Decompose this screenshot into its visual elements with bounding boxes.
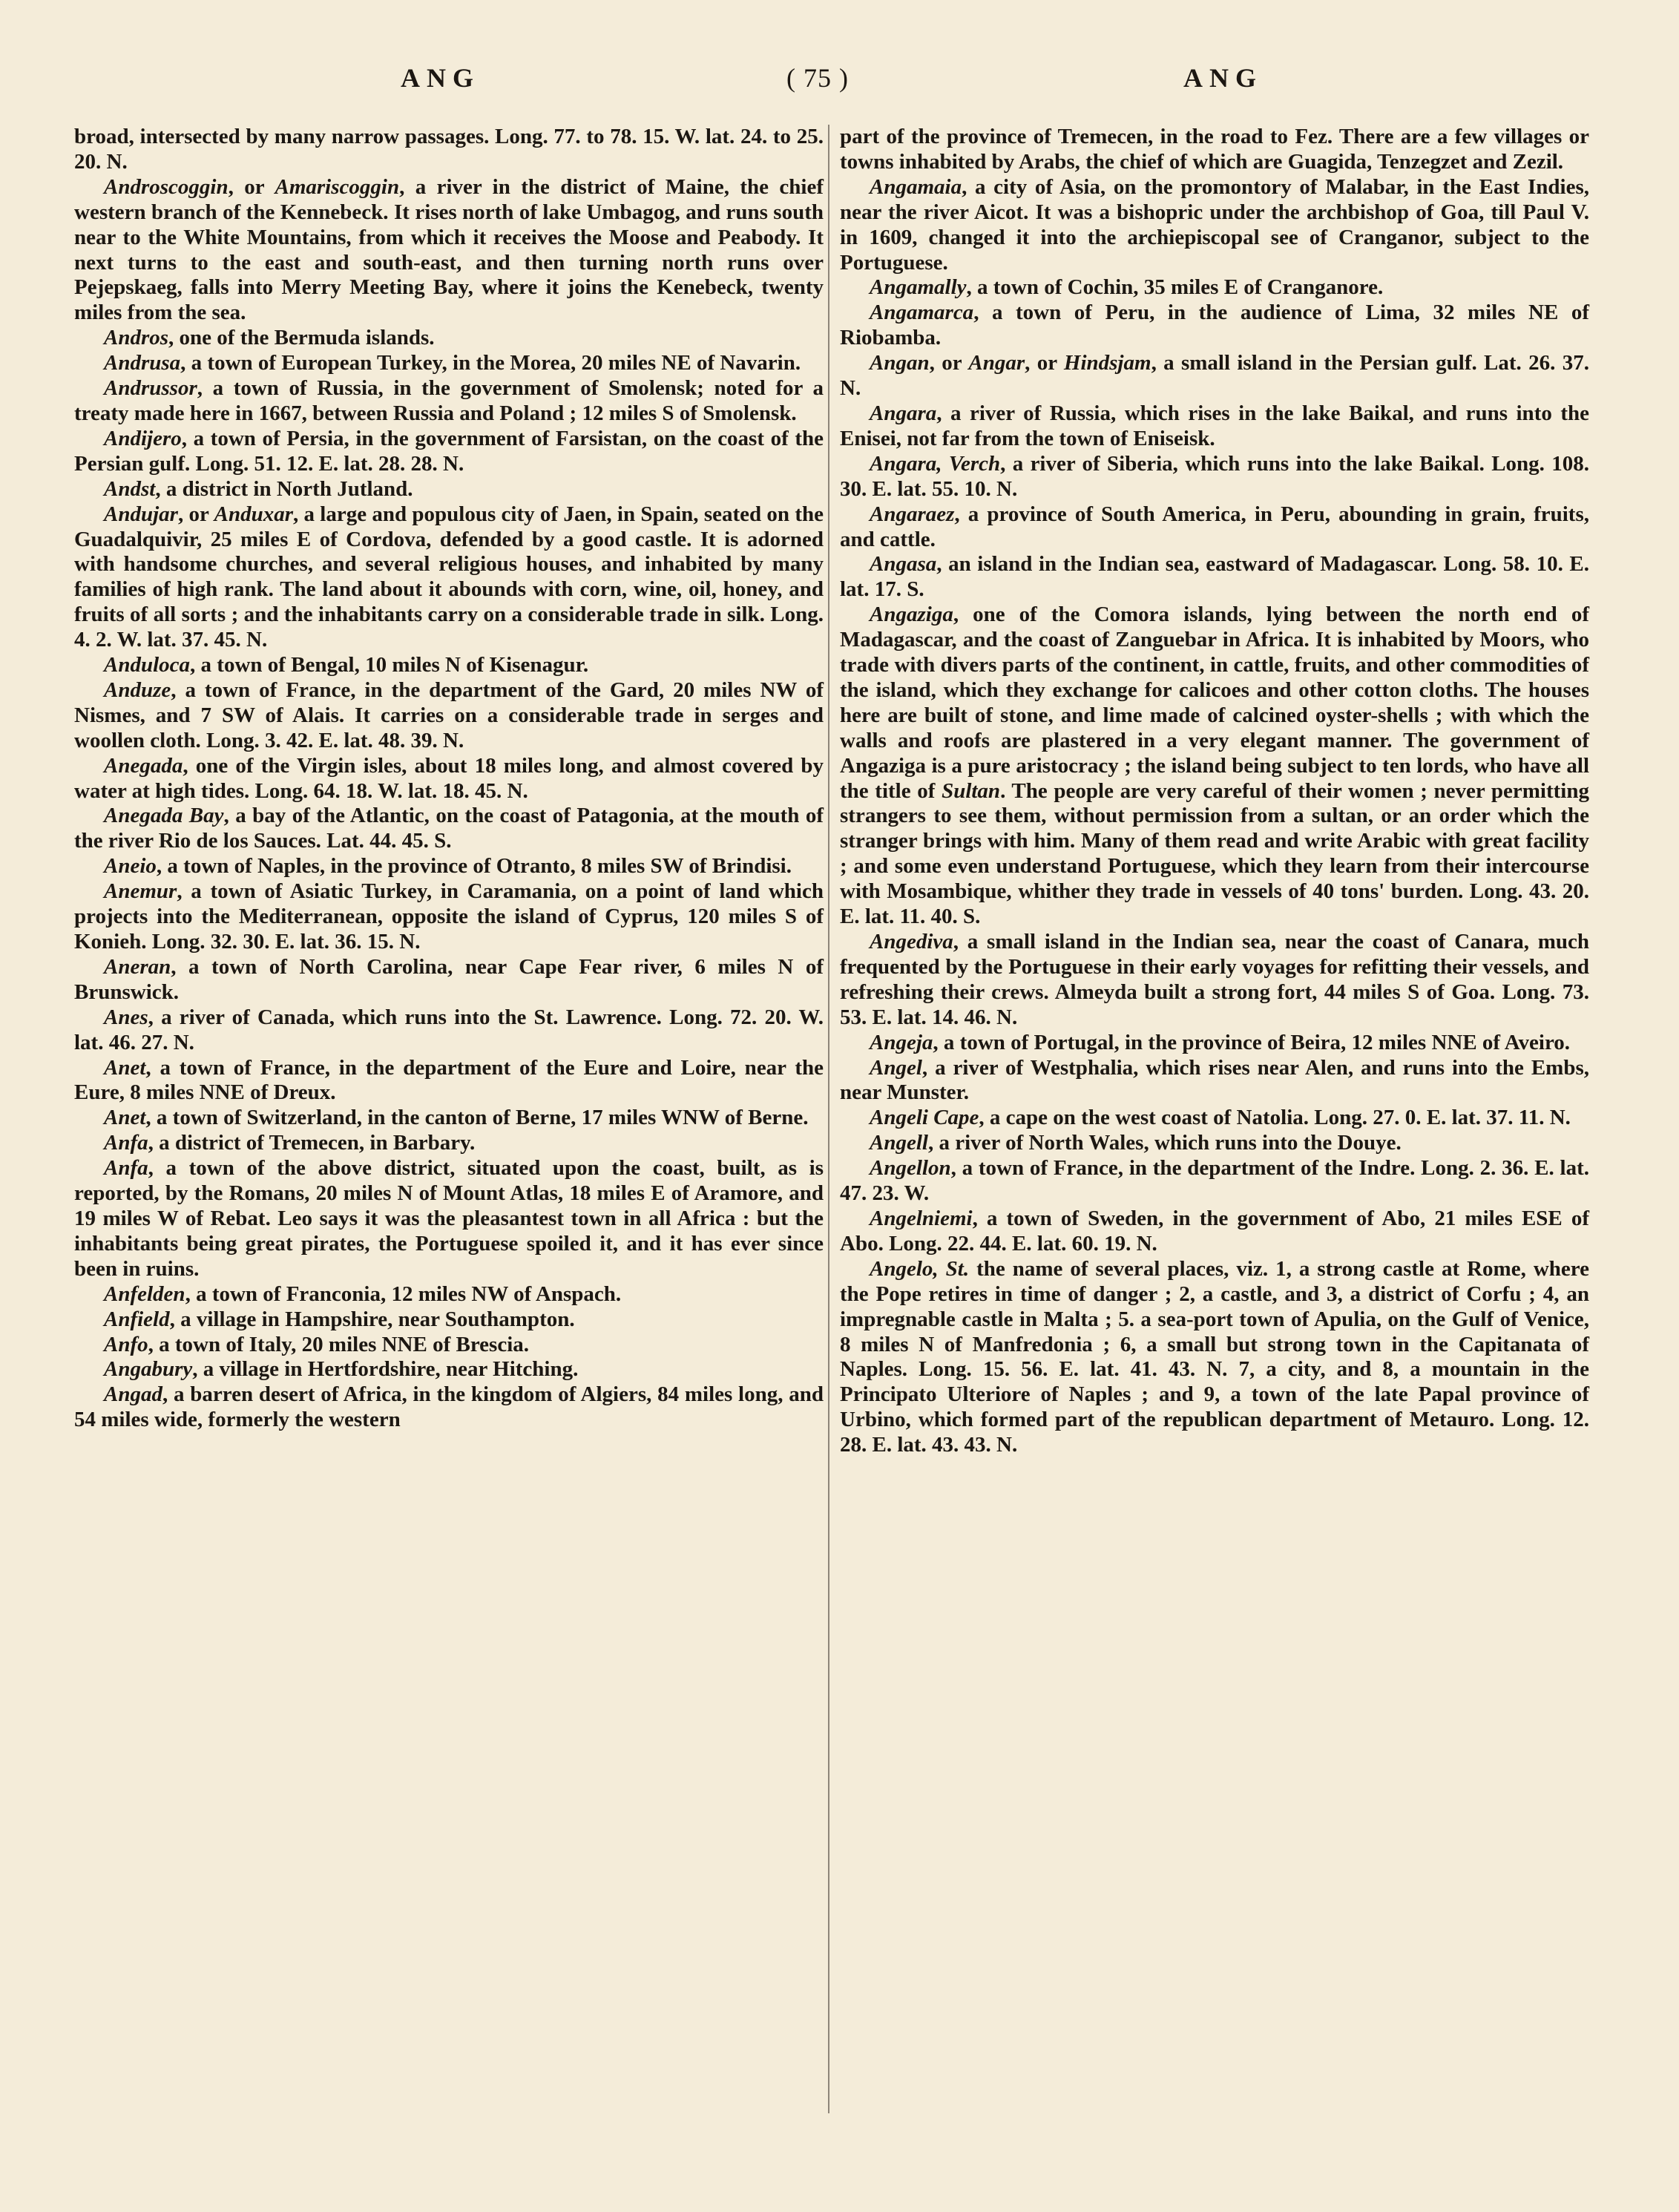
gazetteer-entry xyxy=(74,653,824,678)
entry-headword: Anet xyxy=(104,1055,146,1080)
entry-text: , a river in the district of Maine, the chief western branch of the Kennebeck. It rises north of lake Umbagog, and runs south near to the White Mountains, from which it receives the Moose and Peabody. It next turns to the east and south-east, and then turning north runs over Pejepskaeg, falls into Merry Meeting Bay, where it joins the Kenebeck, twenty miles from the sea. xyxy=(74,174,824,325)
entry-headword: Andijero xyxy=(104,426,182,450)
header-right-guide-word: ANG xyxy=(1183,63,1263,93)
entry-text: , a large and populous city of Jaen, in Spain, seated on the Guadalquivir, 25 miles E of Cordova, defended by a good castle. It is adorned with handsome churches, and several religious houses, and inhabited by many families of high rank. The land about it abounds with corn, wine, oil, honey, and fruits of all sorts ; and the inhabitants carry on a considerable trade in silk. Long. 4. 2. W. lat. 37. 45. N. xyxy=(74,502,824,652)
entry-text: , an island in the Indian sea, eastward of Madagascar. Long. 58. 10. E. lat. 17. S. xyxy=(840,552,1589,602)
gazetteer-entry xyxy=(74,1131,824,1156)
gazetteer-entry xyxy=(74,854,824,879)
entry-headword: Angamally xyxy=(870,275,967,300)
entry-headword: Anegada xyxy=(104,753,183,778)
gazetteer-entry xyxy=(840,552,1589,603)
entry-text: , or xyxy=(1025,351,1064,375)
entry-text: , a river of Siberia, which runs into the lake Baikal. Long. 108. 30. E. lat. 55. 10. N. xyxy=(840,451,1590,501)
entry-text: , a river of Canada, which runs into the St. Lawrence. Long. 72. 20. W. lat. 46. 27. N. xyxy=(74,1005,824,1054)
entry-text: , a town of France, in the department of the Eure and Loire, near the Eure, 8 miles NNE of Dreux. xyxy=(74,1055,824,1105)
entry-headword: Angelo, St. xyxy=(870,1256,970,1281)
entry-headword: Aneio xyxy=(104,854,157,879)
entry-text: , a town of France, in the department of the Gard, 20 miles NW of Nismes, and 7 SW of Alais. It carries on a considerable trade in serges and woollen cloth. Long. 3. 42. E. lat. 48. 39. N. xyxy=(74,677,824,752)
gazetteer-entry xyxy=(840,930,1589,1031)
entry-text: , one of the Virgin isles, about 18 miles long, and almost covered by water at high tides. Long. 64. 18. W. lat. 18. 45. N. xyxy=(74,753,824,803)
entry-headword: Anduloca xyxy=(104,653,191,677)
running-header xyxy=(74,62,1617,107)
entry-headword: Angaraez xyxy=(870,502,955,526)
entry-headword: Angara, Verch xyxy=(870,451,1001,476)
entry-headword: Andrusa xyxy=(104,351,181,375)
entry-text: , a town of Bengal, 10 miles N of Kisenagur. xyxy=(190,653,589,677)
gazetteer-entry xyxy=(74,1005,824,1056)
entry-headword: Anfa xyxy=(104,1131,148,1155)
gazetteer-entry xyxy=(74,1282,824,1307)
gazetteer-entry xyxy=(74,804,824,854)
entry-text: , a town of Asiatic Turkey, in Caramania, on a point of land which projects into the Mediterranean, opposite the island of Cyprus, 120 miles S of Konieh. Long. 32. 30. E. lat. 36. 15. N. xyxy=(74,879,824,954)
entry-headword: Anes xyxy=(104,1005,148,1029)
entry-headword: Angeja xyxy=(870,1030,933,1054)
right-column xyxy=(840,125,1589,1458)
entry-headword: Andujar xyxy=(104,502,178,526)
entry-text: , or xyxy=(228,174,275,199)
entry-text: , a small island in the Indian sea, near the coast of Canara, much frequented by the Portuguese in their early voyages for refitting their vessels, and refreshing their crews. Almeyda built a strong fort, 44 miles S of Goa. Long. 73. 53. E. lat. 14. 46. N. xyxy=(840,930,1589,1029)
entry-headword: Anduze xyxy=(104,677,171,702)
entry-headword: Angasa xyxy=(870,552,937,577)
continued-entry: part of the province of Tremecen, in the road to Fez. There are a few villages or towns inhabited by Arabs, the chief of which are Guagida, Tenzegzet and Zezil. xyxy=(840,125,1589,174)
entry-headword: Angaziga xyxy=(870,603,953,627)
gazetteer-entry xyxy=(74,678,824,754)
entry-headword: Sultan xyxy=(942,778,1001,803)
entry-text: , a town of Russia, in the government of Smolensk; noted for a treaty made here in 1667, between Russia and Poland ; 12 miles S of Smolensk. xyxy=(74,376,824,425)
page-number: ( 75 ) xyxy=(786,63,849,93)
gazetteer-entry xyxy=(74,1056,824,1106)
entry-headword: Angel xyxy=(870,1055,922,1080)
entry-headword: Andst xyxy=(104,476,156,501)
header-left-guide-word: ANG xyxy=(401,63,480,93)
entry-headword: Anegada Bay xyxy=(104,804,224,828)
entry-headword: Angelniemi xyxy=(870,1206,973,1230)
entry-headword: Anemur xyxy=(104,879,177,904)
entry-text: , a village in Hampshire, near Southampton. xyxy=(169,1307,575,1331)
entry-text: , one of the Comora islands, lying between the north end of Madagascar, and the coast of Zanguebar in Africa. It is inhabited by Moors, who trade with divers parts of the continent, in cattle, fruits, and other commodities of the island, which they exchange for calicoes and other cotton cloths. The houses here are built of stone, and lime made of calcined oyster-shells ; with which the walls and roofs are plastered in a very elegant manner. The government of Angaziga is a pure aristocracy ; the island being subject to ten lords, who have all the title of xyxy=(840,603,1589,803)
gazetteer-entry xyxy=(74,1156,824,1282)
entry-text: , a town of Italy, 20 miles NNE of Brescia. xyxy=(148,1332,530,1356)
entry-text: , a town of Cochin, 35 miles E of Cranganore. xyxy=(966,275,1384,300)
gazetteer-entry xyxy=(840,502,1589,553)
entry-headword: Angeli Cape xyxy=(870,1106,979,1130)
entry-text: , a river of Westphalia, which rises near Alen, and runs into the Embs, near Munster. xyxy=(840,1055,1589,1105)
gazetteer-entry xyxy=(840,452,1589,502)
gazetteer-entry xyxy=(74,1106,824,1131)
gazetteer-entry xyxy=(840,1131,1589,1156)
entry-text: , a town of Persia, in the government of Farsistan, on the coast of the Persian gulf. Long. 51. 12. E. lat. 28. 28. N. xyxy=(74,426,824,476)
gazetteer-entry xyxy=(74,1382,824,1433)
continued-entry: broad, intersected by many narrow passages. Long. 77. to 78. 15. W. lat. 24. to 25. 20. N. xyxy=(74,125,824,174)
entry-text: , a town of North Carolina, near Cape Fear river, 6 miles N of Brunswick. xyxy=(74,954,824,1004)
gazetteer-entry xyxy=(74,326,824,351)
gazetteer-entry xyxy=(840,401,1589,452)
entry-text: , a small island in the Persian gulf. Lat. 26. 37. N. xyxy=(840,351,1589,401)
entry-text: , a town of Switzerland, in the canton of Berne, 17 miles WNW of Berne. xyxy=(145,1106,809,1130)
gazetteer-entry xyxy=(840,351,1589,401)
gazetteer-entry xyxy=(840,1106,1589,1131)
entry-headword: Amariscoggin xyxy=(275,174,400,199)
entry-headword: Anfelden xyxy=(104,1281,185,1306)
entry-text: , one of the Bermuda islands. xyxy=(168,326,435,350)
entry-text: , a barren desert of Africa, in the kingdom of Algiers, 84 miles long, and 54 miles wide, formerly the western xyxy=(74,1382,824,1432)
entry-headword: Anfield xyxy=(104,1307,170,1331)
gazetteer-entry xyxy=(840,603,1589,930)
gazetteer-entry xyxy=(840,275,1589,301)
entry-text: , a river of North Wales, which runs into the Douye. xyxy=(927,1131,1402,1155)
gazetteer-entry xyxy=(74,502,824,653)
gazetteer-entry xyxy=(840,301,1589,351)
gazetteer-entry xyxy=(840,1257,1589,1458)
entry-text: , a town of Naples, in the province of Otranto, 8 miles SW of Brindisi. xyxy=(156,854,792,879)
entry-headword: Anfa xyxy=(104,1156,148,1181)
gazetteer-entry xyxy=(840,1031,1589,1056)
gazetteer-entry xyxy=(74,955,824,1005)
entry-text: , or xyxy=(929,351,969,375)
entry-headword: Angell xyxy=(870,1131,928,1155)
entry-text: , a district of Tremecen, in Barbary. xyxy=(148,1131,476,1155)
gazetteer-entry xyxy=(74,477,824,502)
entry-text: , a river of Russia, which rises in the lake Baikal, and runs into the Enisei, not far from the town of Eniseisk. xyxy=(840,401,1589,450)
entry-headword: Angad xyxy=(104,1382,162,1407)
entry-text: . The people are very careful of their women ; never permitting strangers to see them, without permission from a sultan, or an order which the stranger brings with him. Many of them read and write Arabic with great facility ; and some even understand Portuguese, which they learn from their intercourse with Mosambique, whither they trade in vessels of 40 tons' burden. Long. 43. 20. E. lat. 11. 40. S. xyxy=(840,778,1589,929)
entry-headword: Andrussor xyxy=(104,376,197,401)
entry-headword: Angamaia xyxy=(870,174,962,199)
entry-headword: Angellon xyxy=(870,1156,951,1181)
entry-text: , a town of France, in the department of the Indre. Long. 2. 36. E. lat. 47. 23. W. xyxy=(840,1156,1589,1206)
entry-headword: Anduxar xyxy=(214,502,293,526)
entry-text: , a village in Hertfordshire, near Hitching. xyxy=(192,1357,579,1382)
entry-text: , a town of Portugal, in the province of Beira, 12 miles NNE of Aveiro. xyxy=(933,1030,1571,1054)
gazetteer-entry xyxy=(74,427,824,477)
entry-text: , a bay of the Atlantic, on the coast of Patagonia, at the mouth of the river Rio de los Sauces. Lat. 44. 45. S. xyxy=(74,804,824,853)
entry-text: the name of several places, viz. 1, a strong castle at Rome, where the Pope retires in time of danger ; 2, a castle, and 3, a district of Corfu ; 4, an impregnable castle in Malta ; 5. a sea-port town of Apulia, on the Gulf of Venice, 8 miles N of Manfredonia ; 6, a small but strong town in the Capitanata of Naples. Long. 15. 56. E. lat. 41. 43. N. 7, a city, and 8, a mountain in the Principato Ulteriore of Naples ; and 9, a town of the late Papal province of Urbino, which formed part of the republican department of Metauro. Long. 12. 28. E. lat. 43. 43. N. xyxy=(840,1256,1589,1457)
entry-headword: Andros xyxy=(104,326,169,350)
gazetteer-entry xyxy=(74,1307,824,1333)
entry-headword: Angan xyxy=(870,351,930,375)
gazetteer-entry xyxy=(840,1156,1589,1207)
gazetteer-entry xyxy=(74,1333,824,1358)
entry-headword: Hindsjam xyxy=(1063,351,1151,375)
gazetteer-entry xyxy=(840,1056,1589,1106)
entry-text: , a town of Sweden, in the government of Abo, 21 miles ESE of Abo. Long. 22. 44. E. lat. 60. 19. N. xyxy=(840,1206,1589,1256)
gazetteer-entry xyxy=(74,351,824,376)
entry-headword: Angediva xyxy=(870,930,953,954)
entry-headword: Angamarca xyxy=(870,301,974,325)
gazetteer-entry xyxy=(74,175,824,326)
gazetteer-entry xyxy=(74,1357,824,1382)
entry-text: , or xyxy=(177,502,214,526)
entry-text: , a district in North Jutland. xyxy=(155,476,413,501)
gazetteer-entry xyxy=(74,376,824,427)
entry-headword: Anfo xyxy=(104,1332,148,1356)
gazetteer-entry xyxy=(840,1207,1589,1257)
entry-text: , a town of Peru, in the audience of Lima, 32 miles NE of Riobamba. xyxy=(840,301,1589,350)
entry-text: , a city of Asia, on the promontory of Malabar, in the East Indies, near the river Aicot. It was a bishopric under the archbishop of Goa, till Paul V. in 1609, changed it into the archiepiscopal see of Cranganor, subject to the Portuguese. xyxy=(840,174,1589,275)
entry-headword: Angar xyxy=(968,351,1025,375)
gazetteer-entry xyxy=(74,879,824,955)
entry-text: , a cape on the west coast of Natolia. Long. 27. 0. E. lat. 37. 11. N. xyxy=(979,1106,1571,1130)
entry-text: , a town of the above district, situated upon the coast, built, as is reported, by the Romans, 20 miles N of Mount Atlas, 18 miles E of Aramore, and 19 miles W of Rebat. Leo says it was the pleasantest town in all Africa : but the inhabitants being great pirates, the Portuguese spoiled it, and it has ever since been in ruins. xyxy=(74,1156,824,1281)
entry-text: , a town of Franconia, 12 miles NW of Anspach. xyxy=(185,1281,622,1306)
entry-headword: Androscoggin xyxy=(104,174,229,199)
gazetteer-entry xyxy=(840,175,1589,276)
left-column xyxy=(74,125,824,1433)
gazetteer-entry xyxy=(74,754,824,804)
entry-headword: Anet xyxy=(104,1106,146,1130)
entry-text: , a town of European Turkey, in the Morea, 20 miles NE of Navarin. xyxy=(180,351,801,375)
entry-headword: Angara xyxy=(870,401,937,425)
entry-headword: Angabury xyxy=(104,1357,193,1382)
entry-text: , a province of South America, in Peru, abounding in grain, fruits, and cattle. xyxy=(840,502,1589,551)
entry-headword: Aneran xyxy=(104,954,171,979)
column-divider xyxy=(828,125,829,2113)
